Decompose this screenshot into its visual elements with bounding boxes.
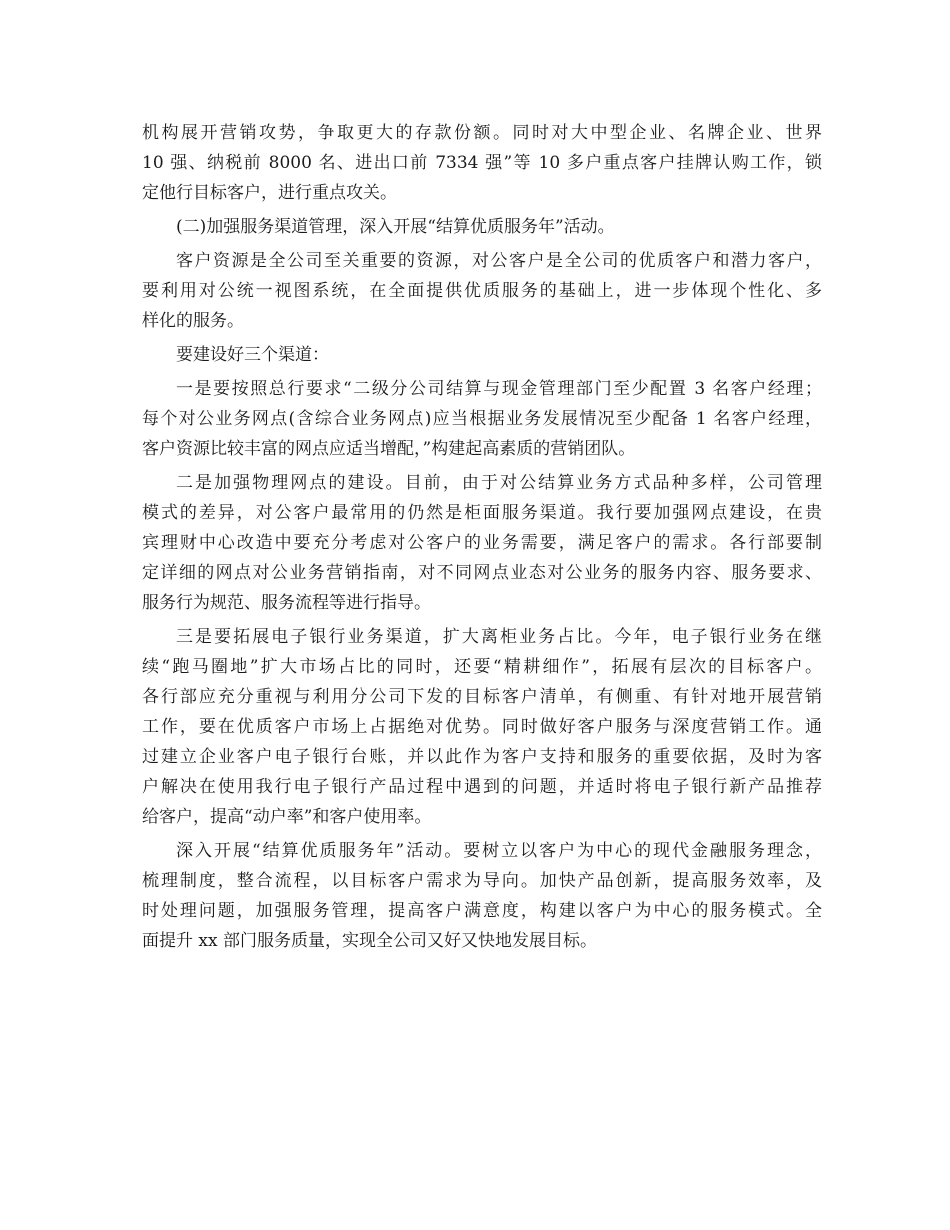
text-line: 梳理制度，整合流程，以目标客户需求为导向。加快产品创新，提高服务效率，及 [142,871,822,891]
text-line: 宾理财中心改造中要充分考虑对公客户的业务需要，满足客户的需求。各行部要制 [142,533,822,553]
text-line: 时处理问题，加强服务管理，提高客户满意度，构建以客户为中心的服务模式。全 [142,901,822,921]
paragraph-7 [142,622,822,832]
paragraph-6 [142,468,822,618]
text-line: 定详细的网点对公业务营销指南，对不同网点业态对公业务的服务内容、服务要求、 [142,563,822,583]
text-line: 户解决在使用我行电子银行产品过程中遇到的问题，并适时将电子银行新产品推荐 [142,777,822,797]
text-line: 工作，要在优质客户市场上占据绝对优势。同时做好客户服务与深度营销工作。通 [142,717,822,737]
text-line: 二是加强物理网点的建设。目前，由于对公结算业务方式品种多样，公司管理 [176,473,822,493]
text-line: 10 强、纳税前 8000 名、进出口前 7334 强”等 10 多户重点客户挂牌认购工作，锁 [142,153,822,173]
text-line: 一是要按照总行要求“二级分公司结算与现金管理部门至少配置 3 名客户经理； [176,379,822,399]
text-line: 过建立企业客户电子银行台账，并以此作为客户支持和服务的重要依据，及时为客 [142,747,822,767]
text-line: 续“跑马圈地”扩大市场占比的同时，还要“精耕细作”，拓展有层次的目标客户。 [142,657,822,677]
text-line: 深入开展“结算优质服务年”活动。要树立以客户为中心的现代金融服务理念， [176,841,822,861]
text-line: 客户资源是全公司至关重要的资源，对公客户是全公司的优质客户和潜力客户， [176,251,822,271]
paragraph-3 [142,246,822,336]
text-line: 要利用对公统一视图系统，在全面提供优质服务的基础上，进一步体现个性化、多 [142,281,822,301]
text-line: 各行部应充分重视与利用分公司下发的目标客户清单，有侧重、有针对地开展营销 [142,687,822,707]
document-body [142,118,822,960]
text-line: 要建设好三个渠道： [176,345,329,365]
text-line: 机构展开营销攻势，争取更大的存款份额。同时对大中型企业、名牌企业、世界 [142,123,822,143]
text-line: 客户资源比较丰富的网点应适当增配，”构建起高素质的营销团队。 [142,439,636,459]
text-line: 三是要拓展电子银行业务渠道，扩大离柜业务占比。今年，电子银行业务在继 [176,627,822,647]
section-heading: (二)加强服务渠道管理，深入开展“结算优质服务年”活动。 [176,217,615,237]
text-line: 模式的差异，对公客户最常用的仍然是柜面服务渠道。我行要加强网点建设，在贵 [142,503,822,523]
paragraph-1 [142,118,822,208]
text-line: 服务行为规范、服务流程等进行指导。 [142,593,431,613]
paragraph-8 [142,836,822,956]
text-line: 给客户，提高“动户率”和客户使用率。 [142,807,432,827]
paragraph-2 [142,212,822,242]
text-line: 每个对公业务网点(含综合业务网点)应当根据业务发展情况至少配备 1 名客户经理， [142,409,822,429]
paragraph-4 [142,340,822,370]
text-line: 面提升 xx 部门服务质量，实现全公司又好又快地发展目标。 [142,931,597,951]
text-line: 样化的服务。 [142,311,244,331]
text-line: 定他行目标客户，进行重点攻关。 [142,183,397,203]
paragraph-5 [142,374,822,464]
